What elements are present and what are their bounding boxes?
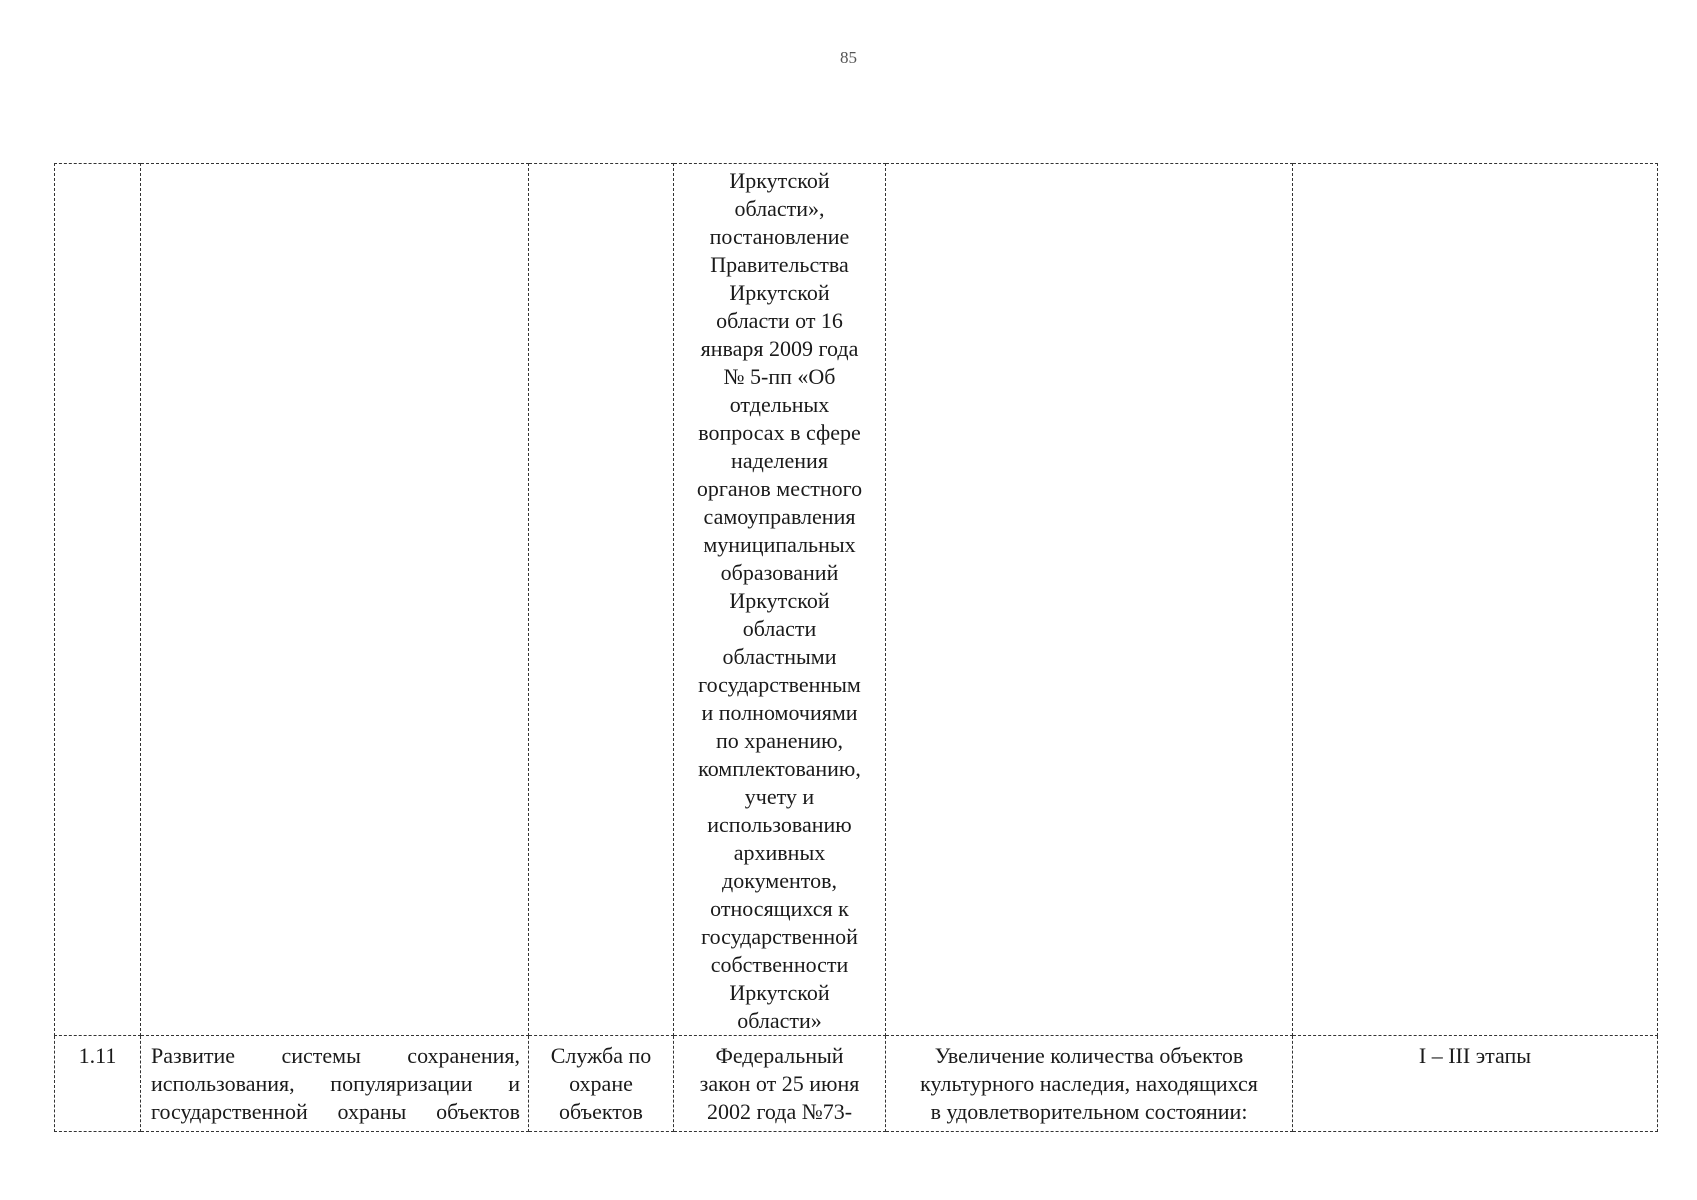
result-line: культурного наследия, находящихся bbox=[920, 1071, 1258, 1096]
legal-basis-line: области», bbox=[734, 196, 825, 221]
legal-basis-line: архивных bbox=[733, 840, 826, 865]
description-line: Развитие системы сохранения, bbox=[151, 1043, 520, 1068]
legal-basis-line: вопросах в сфере bbox=[698, 420, 861, 445]
legal-basis-line: муниципальных bbox=[703, 532, 856, 557]
description-line: использования, популяризации и bbox=[151, 1071, 520, 1096]
legal-basis-line: Иркутской bbox=[729, 280, 830, 305]
row-description bbox=[141, 1036, 529, 1132]
legal-basis-line: января 2009 года bbox=[700, 336, 859, 361]
legal-basis-line: учету и bbox=[744, 784, 815, 809]
legal-basis-line: документов, bbox=[722, 868, 837, 893]
legal-basis-line: Правительства bbox=[710, 252, 849, 277]
legal-basis-line: самоуправления bbox=[703, 504, 856, 529]
row-expected-result bbox=[886, 1036, 1293, 1132]
executor-line: объектов bbox=[559, 1099, 643, 1124]
cell-legal-basis-continued bbox=[674, 164, 886, 1036]
legal-basis-line: государственной bbox=[701, 924, 858, 949]
legal-basis-line: Иркутской bbox=[729, 588, 830, 613]
legal-basis-line: Иркутской bbox=[729, 168, 830, 193]
legal-basis-text bbox=[674, 164, 885, 1035]
legal-basis-line: № 5-пп «Об bbox=[723, 364, 836, 389]
legal-basis-line: области bbox=[742, 616, 817, 641]
result-line: в удовлетворительном состоянии: bbox=[930, 1099, 1248, 1124]
legal-basis-line: собственности bbox=[710, 952, 849, 977]
cell-description-empty bbox=[141, 164, 529, 1036]
table-row-1-11 bbox=[55, 1036, 1658, 1132]
legal-basis-line: области» bbox=[737, 1008, 822, 1033]
cell-number-empty bbox=[55, 164, 141, 1036]
row-legal-basis bbox=[674, 1036, 886, 1132]
row-period: I – III этапы bbox=[1293, 1036, 1658, 1132]
legal-basis-line: областными bbox=[722, 644, 837, 669]
legal-basis-line: Иркутской bbox=[729, 980, 830, 1005]
legal-basis-line: Федеральный bbox=[715, 1043, 844, 1068]
table-row-continued bbox=[55, 164, 1658, 1036]
row-executor bbox=[529, 1036, 674, 1132]
legal-basis-line: государственным bbox=[698, 672, 861, 697]
cell-result-empty bbox=[886, 164, 1293, 1036]
program-table bbox=[54, 163, 1658, 1132]
result-line: Увеличение количества объектов bbox=[934, 1043, 1244, 1068]
description-line: государственной охраны объектов bbox=[151, 1099, 520, 1124]
legal-basis-line: по хранению, bbox=[715, 728, 844, 753]
legal-basis-line: и полномочиями bbox=[701, 700, 858, 725]
row-number: 1.11 bbox=[55, 1036, 141, 1132]
legal-basis-line: 2002 года №73- bbox=[706, 1099, 853, 1124]
legal-basis-line: постановление bbox=[709, 224, 850, 249]
legal-basis-line: использованию bbox=[707, 812, 852, 837]
legal-basis-line: закон от 25 июня bbox=[699, 1071, 860, 1096]
legal-basis-line: области от 16 bbox=[716, 308, 843, 333]
executor-line: Служба по bbox=[550, 1043, 652, 1068]
legal-basis-line: отдельных bbox=[729, 392, 830, 417]
legal-basis-line: образований bbox=[720, 560, 839, 585]
legal-basis-line: относящихся к bbox=[710, 896, 849, 921]
legal-basis-line: наделения bbox=[731, 448, 828, 473]
cell-executor-empty bbox=[529, 164, 674, 1036]
legal-basis-line: комплектованию, bbox=[698, 756, 861, 781]
legal-basis-line: органов местного bbox=[696, 476, 863, 501]
cell-period-empty bbox=[1293, 164, 1658, 1036]
page-number: 85 bbox=[840, 48, 857, 67]
executor-line: охране bbox=[569, 1071, 633, 1096]
